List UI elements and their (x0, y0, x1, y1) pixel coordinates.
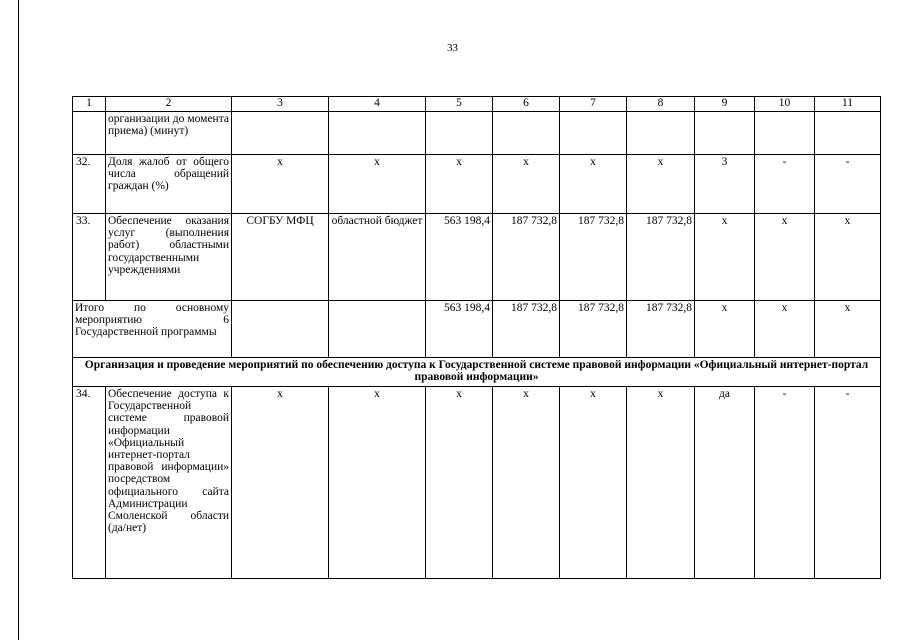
table-cell: х (627, 387, 695, 579)
table-cell: х (329, 387, 426, 579)
funding-source-cell: областной бюджет (329, 214, 426, 301)
header-cell: 9 (695, 97, 755, 112)
amount-cell: 563 198,4 (426, 214, 493, 301)
row-number-cell: 33. (73, 214, 106, 301)
amount-cell: 187 732,8 (560, 214, 627, 301)
table-cell: х (695, 301, 755, 358)
total-amount-cell: 563 198,4 (426, 301, 493, 358)
table-cell (493, 112, 560, 155)
header-cell: 7 (560, 97, 627, 112)
table-cell: х (493, 155, 560, 214)
table-cell: х (560, 387, 627, 579)
amount-cell: 187 732,8 (627, 214, 695, 301)
table-row (73, 112, 881, 155)
table-cell (232, 112, 329, 155)
page-number: 33 (447, 42, 458, 54)
table-row (73, 387, 881, 579)
table-cell (560, 112, 627, 155)
table-cell: х (232, 387, 329, 579)
table-cell (815, 112, 881, 155)
header-cell: 5 (426, 97, 493, 112)
table-cell: - (755, 155, 815, 214)
row-description: Обеспечение доступа к Государственной системе правовой информации «Официальный интернет-портал правовой информации» посредством официального сайта Администрации Смоленской области (да/нет) (106, 387, 232, 579)
table-cell (232, 301, 329, 358)
table-cell: х (755, 301, 815, 358)
table-row (73, 214, 881, 301)
header-cell: 8 (627, 97, 695, 112)
table-cell (329, 301, 426, 358)
table-cell: х (695, 214, 755, 301)
row-number-cell: 32. (73, 155, 106, 214)
row-description: Доля жалоб от общего числа обращений граждан (%) (106, 155, 232, 214)
table-cell (426, 112, 493, 155)
table-cell: х (232, 155, 329, 214)
row-description: Обеспечение оказания услуг (выполнения работ) областными государственными учреждениями (106, 214, 232, 301)
table-cell: х (493, 387, 560, 579)
table-cell (329, 112, 426, 155)
table-cell: - (815, 387, 881, 579)
table-cell: да (695, 387, 755, 579)
program-table (72, 96, 881, 579)
table-cell (627, 112, 695, 155)
amount-cell: 187 732,8 (493, 214, 560, 301)
table-cell: х (426, 155, 493, 214)
table-cell: х (426, 387, 493, 579)
table-cell (755, 112, 815, 155)
row-number-cell (73, 112, 106, 155)
table-cell: - (815, 155, 881, 214)
executor-cell: СОГБУ МФЦ (232, 214, 329, 301)
table-row (73, 155, 881, 214)
table-cell: х (329, 155, 426, 214)
header-cell: 11 (815, 97, 881, 112)
header-cell: 2 (106, 97, 232, 112)
header-cell: 3 (232, 97, 329, 112)
table-cell: - (755, 387, 815, 579)
total-amount-cell: 187 732,8 (560, 301, 627, 358)
header-cell: 10 (755, 97, 815, 112)
table-cell: х (815, 301, 881, 358)
row-description: организации до момента приема) (минут) (106, 112, 232, 155)
table-cell: х (560, 155, 627, 214)
header-cell: 6 (493, 97, 560, 112)
total-amount-cell: 187 732,8 (493, 301, 560, 358)
row-number-cell: 34. (73, 387, 106, 579)
page-margin-line (18, 0, 19, 640)
table-cell: х (627, 155, 695, 214)
total-row (73, 301, 881, 358)
section-title: Организация и проведение мероприятий по обеспечению доступа к Государственной системе правовой информации «Официальный интернет-портал правовой информации» (73, 358, 881, 387)
table-cell: х (815, 214, 881, 301)
header-cell: 4 (329, 97, 426, 112)
total-amount-cell: 187 732,8 (627, 301, 695, 358)
table-cell: х (755, 214, 815, 301)
table-cell (695, 112, 755, 155)
table-cell: 3 (695, 155, 755, 214)
header-cell: 1 (73, 97, 106, 112)
table-header-row (73, 97, 881, 112)
total-label: Итого по основному мероприятию 6 Государственной программы (73, 301, 232, 358)
section-header-row (73, 358, 881, 387)
